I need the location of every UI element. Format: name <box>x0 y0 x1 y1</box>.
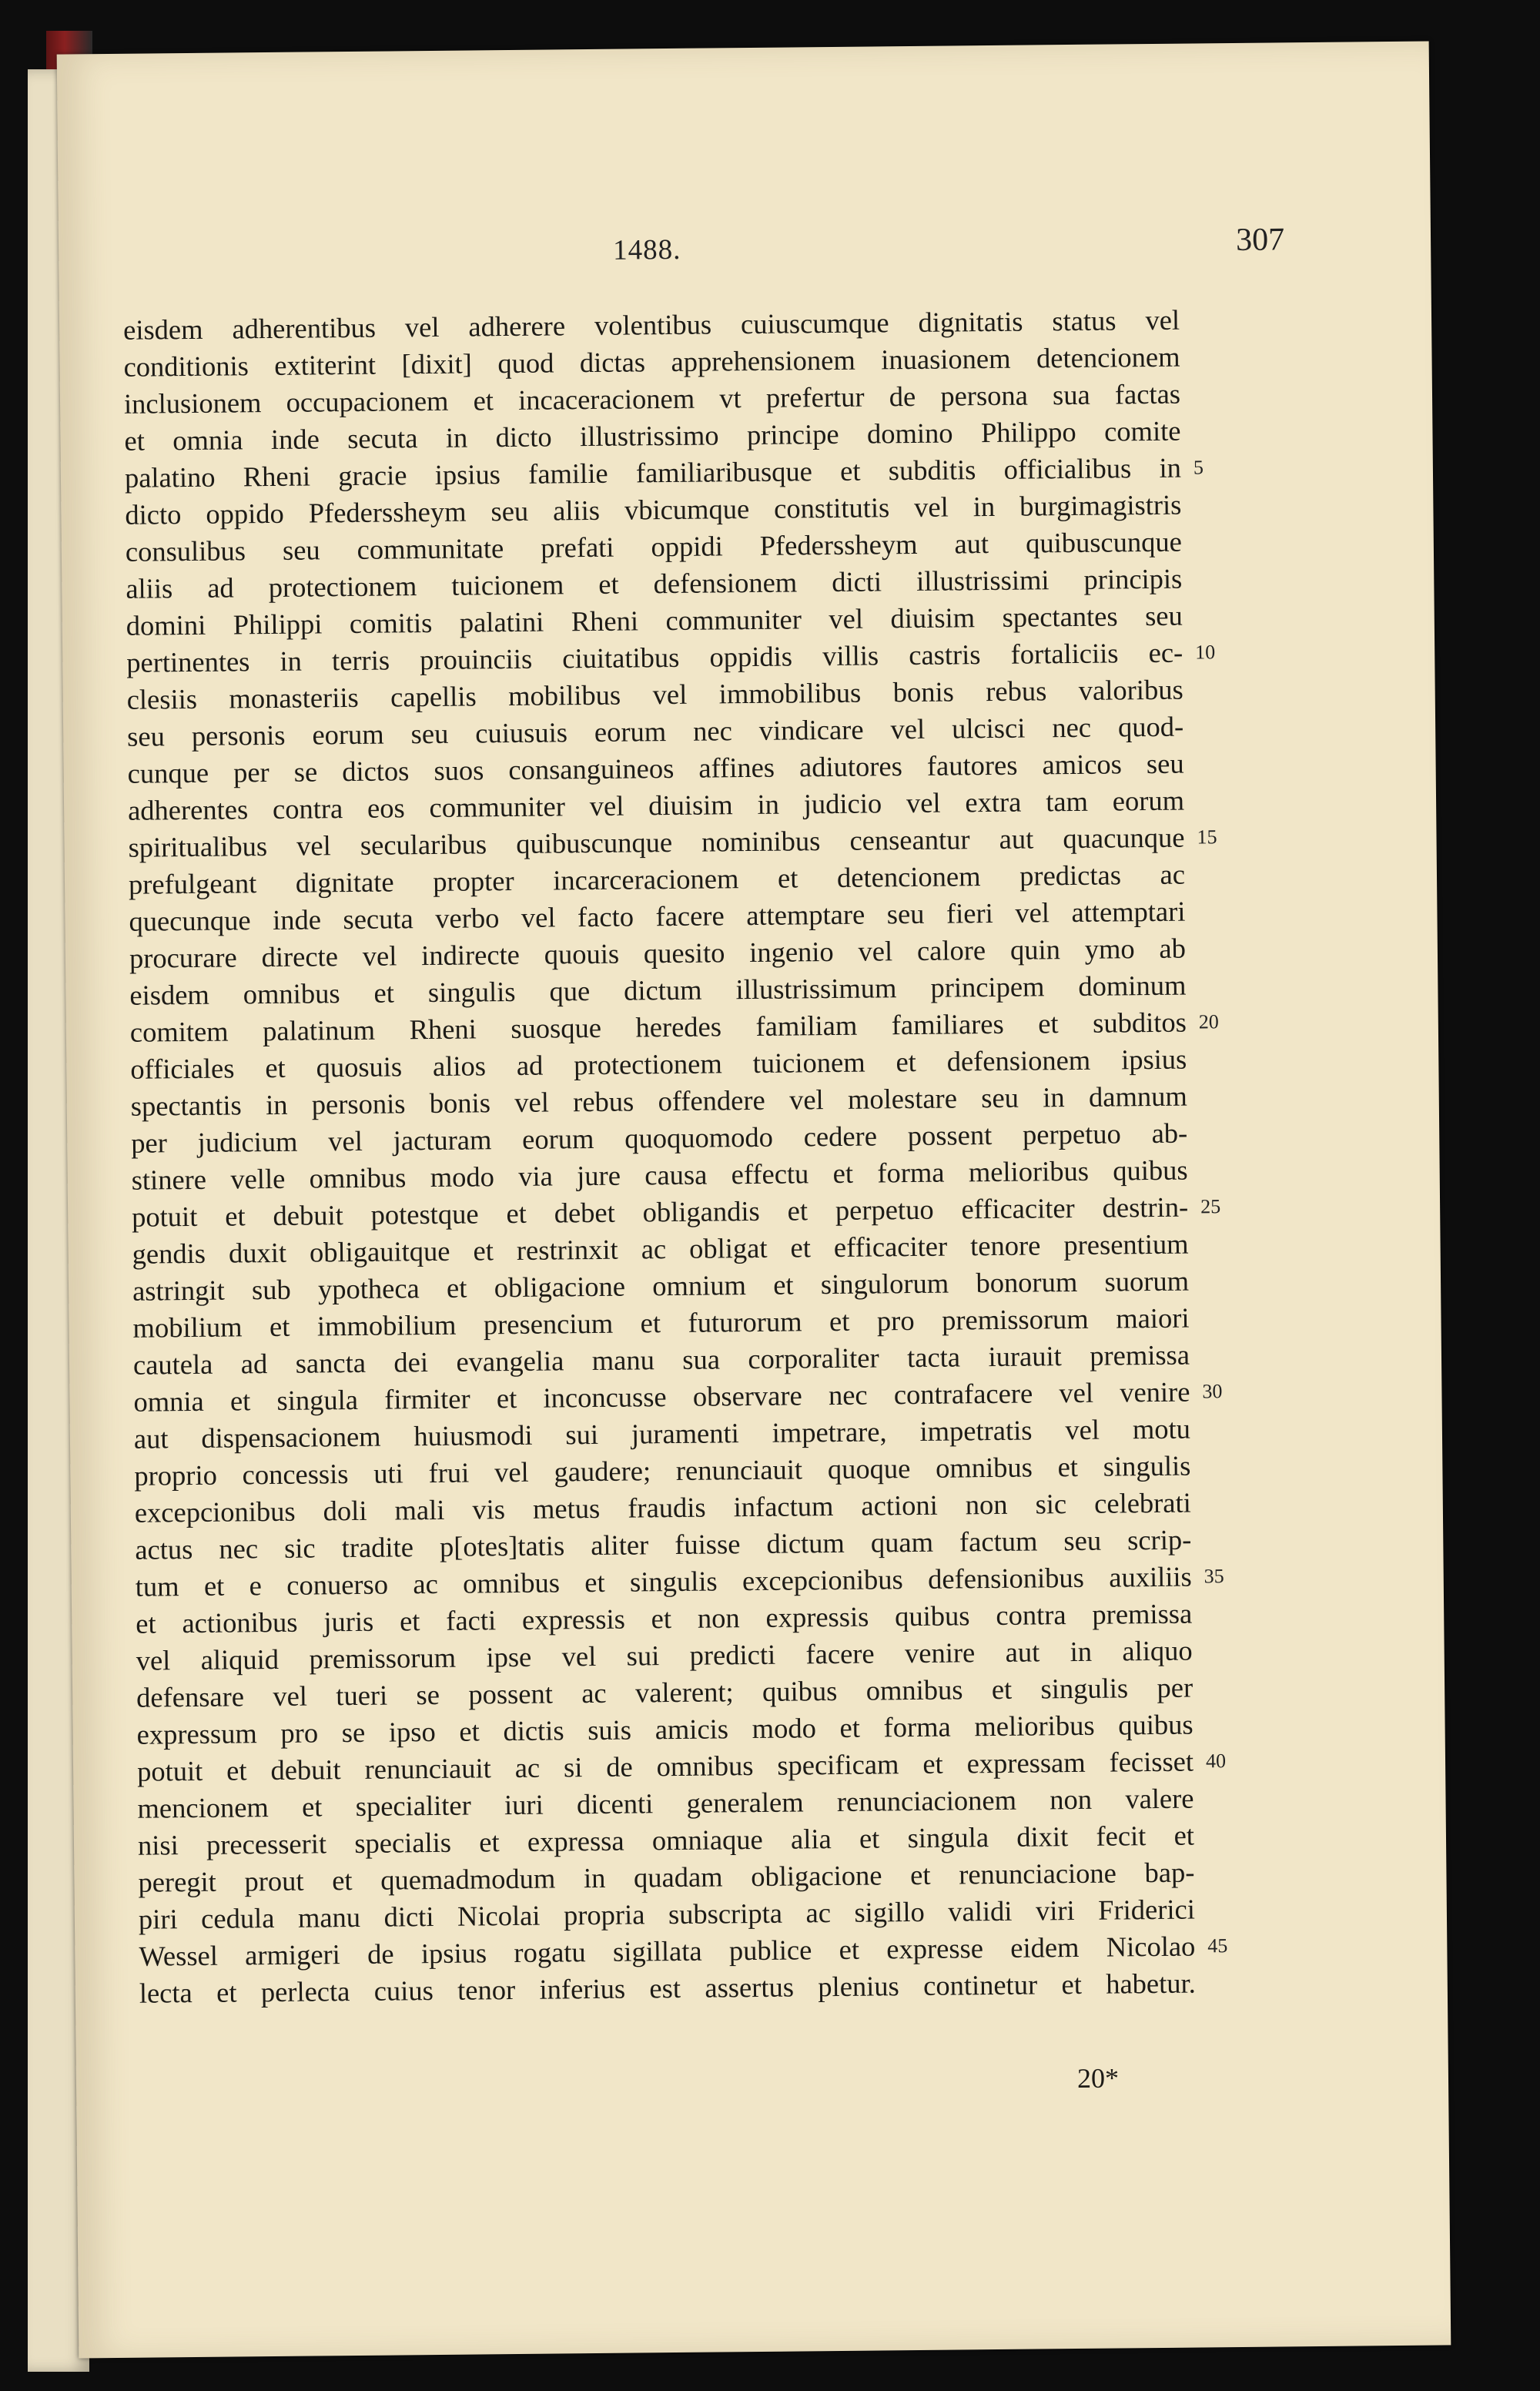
line-text: consulibus seu communitate prefati oppidi Pfederssheym aut quibuscunque <box>125 525 1183 568</box>
line-text: potuit et debuit potestque et debet obligandis et perpetuo efficaciter destrin- <box>131 1190 1189 1233</box>
line-text: vel aliquid premissorum ipse vel sui predicti facere venire aut in aliquo <box>136 1634 1193 1676</box>
line-number: 10 <box>1195 641 1216 664</box>
line-text: dicto oppido Pfederssheym seu aliis vbicumque constitutis vel in burgimagistris <box>125 488 1182 531</box>
line-text: eisdem adherentibus vel adherere volentibus cuiuscumque dignitatis status vel <box>122 303 1180 346</box>
line-text: expressum pro se ipso et dictis suis amicis modo et forma melioribus quibus <box>136 1708 1194 1750</box>
line-text: peregit prout et quemadmodum in quadam obligacione et renunciacione bap- <box>138 1856 1195 1898</box>
line-text: mobilium et immobilium presencium et futurorum et pro premissorum maiori <box>132 1301 1190 1344</box>
running-header <box>59 211 1431 278</box>
signature-mark: 20* <box>1076 2062 1120 2095</box>
line-text: cautela ad sancta dei evangelia manu sua corporaliter tacta iurauit premissa <box>132 1338 1190 1381</box>
line-text: spectantis in personis bonis vel rebus offendere vel molestare seu in damnum <box>130 1080 1187 1122</box>
line-text: lecta et perlecta cuius tenor inferius est assertus plenius continetur et habetur. <box>139 1967 1196 2009</box>
line-text: clesiis monasteriis capellis mobilibus vel immobilibus bonis rebus valoribus <box>126 673 1183 715</box>
line-text: tum et e conuerso ac omnibus et singulis excepcionibus defensionibus auxiliis <box>135 1560 1192 1602</box>
line-text: et actionibus juris et facti expressis et non expressis quibus contra premissa <box>136 1597 1193 1639</box>
line-text: procurare directe vel indirecte quouis quesito ingenio vel calore quin ymo ab <box>129 932 1187 974</box>
line-text: gendis duxit obligauitque et restrinxit ac obligat et efficaciter tenore presentium <box>132 1227 1189 1270</box>
line-number: 25 <box>1200 1195 1221 1218</box>
line-text: quecunque inde secuta verbo vel facto facere attemptare seu fieri vel attemptari <box>129 895 1186 937</box>
line-text: defensare vel tueri se possent ac valerent; quibus omnibus et singulis per <box>136 1671 1194 1713</box>
line-number: 35 <box>1204 1565 1224 1588</box>
line-text: conditionis extiterint [dixit] quod dictas apprehensionem inuasionem detencionem <box>123 340 1180 383</box>
line-text: omnia et singula firmiter et inconcusse observare nec contrafacere vel venire <box>133 1375 1190 1418</box>
line-text: mencionem et specialiter iuri dicenti generalem renunciacionem non valere <box>137 1782 1194 1824</box>
line-number: 40 <box>1205 1750 1227 1773</box>
line-text: comitem palatinum Rheni suosque heredes familiam familiares et subditos <box>129 1006 1187 1048</box>
line-text: per judicium vel jacturam eorum quoquomodo cedere possent perpetuo ab- <box>131 1117 1188 1159</box>
line-text: nisi precesserit specialis et expressa omniaque alia et singula dixit fecit et <box>137 1819 1195 1861</box>
line-text: spiritualibus vel secularibus quibuscunque nominibus censeantur aut quacunque <box>128 821 1185 863</box>
line-text: officiales et quosuis alios ad protectionem tuicionem et defensionem ipsius <box>130 1043 1187 1085</box>
line-text: seu personis eorum seu cuiusuis eorum nec vindicare vel ulcisci nec quod- <box>126 710 1184 752</box>
line-text: aliis ad protectionem tuicionem et defensionem dicti illustrissimi principis <box>126 562 1183 604</box>
line-text: proprio concessis uti frui vel gaudere; renunciauit quoque omnibus et singulis <box>134 1449 1191 1492</box>
line-number: 30 <box>1202 1380 1223 1403</box>
line-text: astringit sub ypotheca et obligacione omnium et singulorum bonorum suorum <box>132 1264 1190 1307</box>
line-number: 20 <box>1198 1010 1219 1033</box>
line-text: palatino Rheni gracie ipsius familie familiaribusque et subditis officialibus in <box>124 451 1182 494</box>
line-text: actus nec sic tradite p[otes]tatis aliter fuisse dictum quam factum seu scrip- <box>135 1523 1192 1566</box>
line-text: excepcionibus doli mali vis metus fraudis infactum actioni non sic celebrati <box>134 1486 1191 1529</box>
line-text: adherentes contra eos communiter vel diuisim in judicio vel extra tam eorum <box>127 784 1185 826</box>
line-text: cunque per se dictos suos consanguineos affines adiutores fautores amicos seu <box>127 747 1184 789</box>
line-text: prefulgeant dignitate propter incarceracionem et detencionem predictas ac <box>128 858 1186 900</box>
book-page <box>57 42 1451 2359</box>
line-text: stinere velle omnibus modo via jure causa effectu et forma melioribus quibus <box>131 1154 1188 1196</box>
line-number: 5 <box>1193 456 1204 479</box>
line-number: 15 <box>1197 825 1217 849</box>
line-number: 45 <box>1207 1934 1228 1957</box>
line-text: et omnia inde secuta in dicto illustrissimo principe domino Philippo comite <box>124 414 1181 457</box>
line-text: eisdem omnibus et singulis que dictum illustrissimum principem dominum <box>129 969 1187 1011</box>
line-text: piri cedula manu dicti Nicolai propria subscripta ac sigillo validi viri Friderici <box>138 1893 1196 1935</box>
line-text: inclusionem occupacionem et incaceracionem vt prefertur de persona sua factas <box>123 377 1181 420</box>
line-text: potuit et debuit renunciauit ac si de omnibus specificam et expressam fecisset <box>136 1745 1194 1787</box>
body-text <box>122 302 1228 2012</box>
line-text: aut dispensacionem huiusmodi sui juramenti impetrare, impetratis vel motu <box>133 1412 1191 1455</box>
header-year: 1488. <box>612 233 681 266</box>
line-text: domini Philippi comitis palatini Rheni communiter vel diuisim spectantes seu <box>126 599 1183 641</box>
line-text: Wessel armigeri de ipsius rogatu sigillata publice et expresse eidem Nicolao <box>139 1930 1196 1972</box>
page-number: 307 <box>1235 222 1285 258</box>
line-text: pertinentes in terris prouinciis ciuitatibus oppidis villis castris fortaliciis ec- <box>126 636 1183 678</box>
